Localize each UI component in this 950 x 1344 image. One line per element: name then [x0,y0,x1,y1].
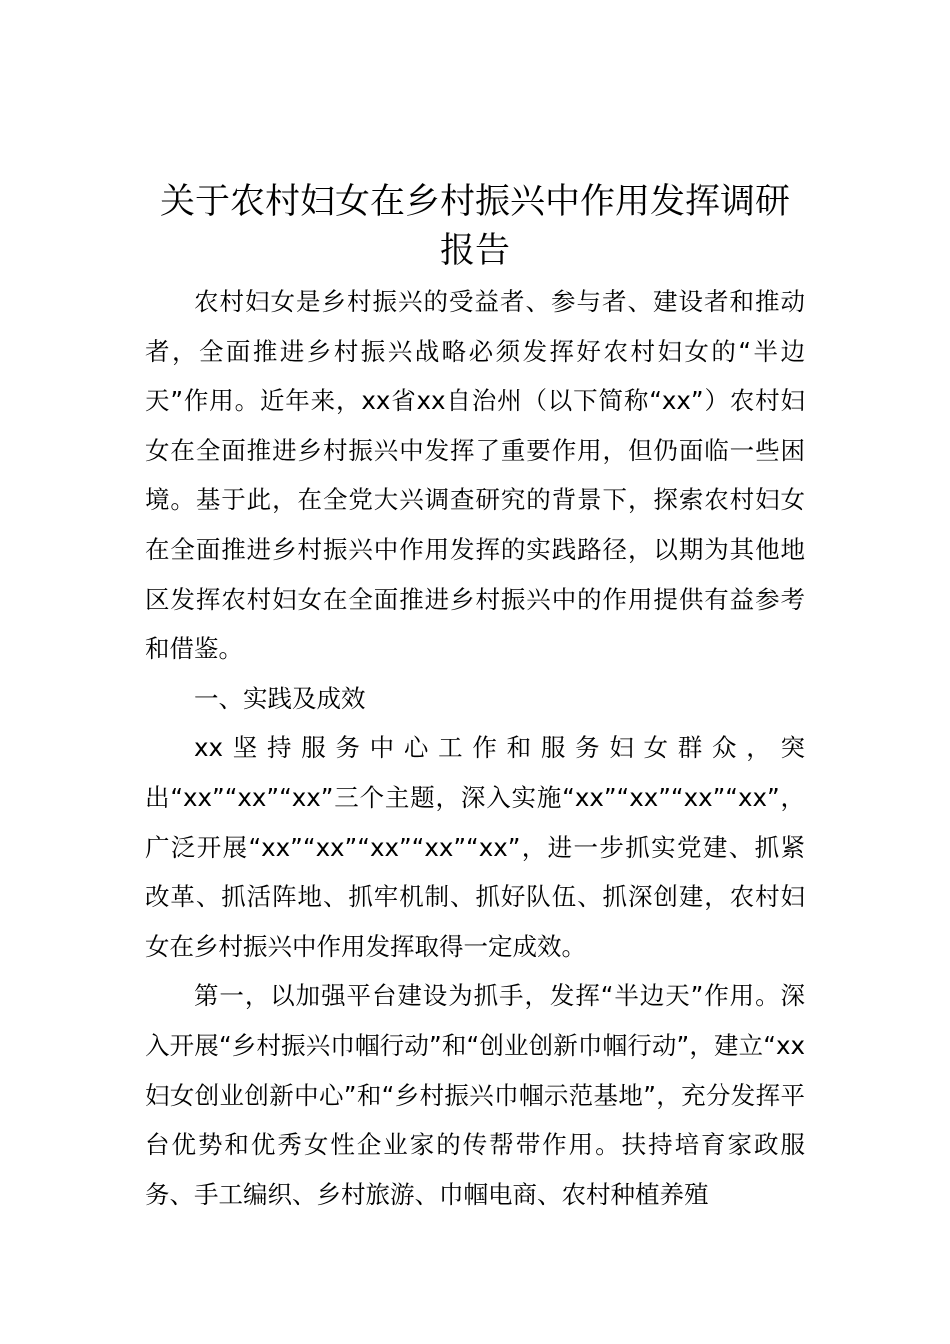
document-body [145,277,805,1219]
section-heading: 一、实践及成效 [194,683,366,713]
paragraph-intro: 农村妇女是乡村振兴的受益者、参与者、建设者和推动者，全面推进乡村振兴战略必须发挥好农村妇女的“半边天”作用。近年来，xx省xx自治州（以下简称“xx”）农村妇女在全面推进乡村振兴中发挥了重要作用，但仍面临一些困境。基于此，在全党大兴调查研究的背景下，探索农村妇女在全面推进乡村振兴中作用发挥的实践路径，以期为其他地区发挥农村妇女在全面推进乡村振兴中的作用提供有益参考和借鉴。 [145,287,805,664]
paragraph-practice: xx坚持服务中心工作和服务妇女群众，突出“xx”“xx”“xx”三个主题，深入实施“xx”“xx”“xx”“xx”，广泛开展“xx”“xx”“xx”“xx”“xx”，进一步抓实党建、抓紧改革、抓活阵地、抓牢机制、抓好队伍、抓深创建，农村妇女在乡村振兴中作用发挥取得一定成效。 [145,733,805,961]
paragraph-first: 第一，以加强平台建设为抓手，发挥“半边天”作用。深入开展“乡村振兴巾帼行动”和“创业创新巾帼行动”，建立“xx妇女创业创新中心”和“乡村振兴巾帼示范基地”，充分发挥平台优势和优秀女性企业家的传帮带作用。扶持培育家政服务、手工编织、乡村旅游、巾帼电商、农村种植养殖 [145,981,805,1209]
document-title: 关于农村妇女在乡村振兴中作用发挥调研报告 [159,182,790,271]
